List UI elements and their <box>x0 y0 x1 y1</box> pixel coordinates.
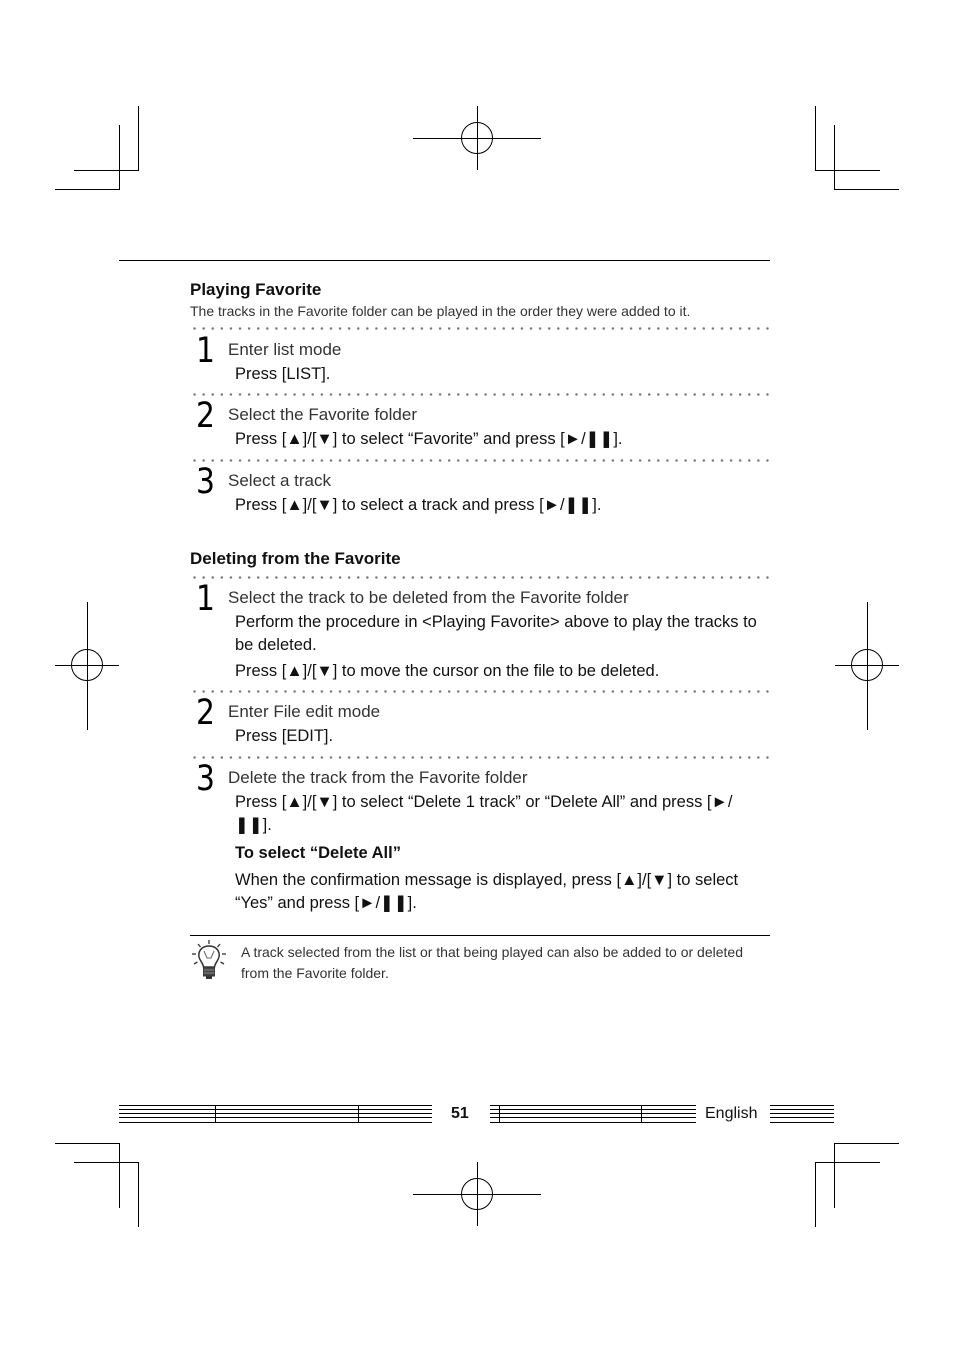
step-number: 3 <box>196 759 215 799</box>
step-instruction: Press [EDIT]. <box>235 727 334 745</box>
step-instruction: Press [▲]/[▼] to move the cursor on the file to be deleted. <box>235 662 660 680</box>
step-title: Select a track <box>228 471 331 490</box>
top-rule <box>119 260 770 261</box>
dotted-divider <box>190 459 770 462</box>
step-title: Select the track to be deleted from the Favorite folder <box>228 588 629 607</box>
step-number: 1 <box>196 579 215 619</box>
step-number: 2 <box>196 396 215 436</box>
step-instruction: When the confirmation message is displayed, press [▲]/[▼] to select “Yes” and press [►/❚❚]. <box>235 871 739 912</box>
step-instruction: Press [▲]/[▼] to select “Delete 1 track” or “Delete All” and press [►/❚❚]. <box>235 793 733 834</box>
step-instruction: Press [LIST]. <box>235 365 331 383</box>
step-title: Delete the track from the Favorite folder <box>228 768 528 787</box>
page-number: 51 <box>451 1105 469 1122</box>
section-title-playing-favorite: Playing Favorite <box>190 280 322 299</box>
step-title: Select the Favorite folder <box>228 405 417 424</box>
tip-note: A track selected from the list or that being played can also be added to or deleted from the Favorite folder. <box>241 944 743 981</box>
note-rule <box>190 935 770 936</box>
step-title: Enter File edit mode <box>228 702 381 721</box>
section-intro: The tracks in the Favorite folder can be played in the order they were added to it. <box>190 303 691 319</box>
section-title-deleting: Deleting from the Favorite <box>190 549 401 568</box>
step-number: 2 <box>196 693 215 733</box>
step-number: 1 <box>196 331 215 371</box>
step-instruction: Press [▲]/[▼] to select “Favorite” and press [►/❚❚]. <box>235 430 623 448</box>
dotted-divider <box>190 393 770 396</box>
step-instruction: Perform the procedure in <Playing Favorite> above to play the tracks to be deleted. <box>235 613 757 654</box>
step-instruction: Press [▲]/[▼] to select a track and press [►/❚❚]. <box>235 496 602 514</box>
dotted-divider <box>190 576 770 579</box>
subheading-delete-all: To select “Delete All” <box>235 844 401 862</box>
step-number: 3 <box>196 462 215 502</box>
dotted-divider <box>190 690 770 693</box>
step-title: Enter list mode <box>228 340 342 359</box>
dotted-divider <box>190 327 770 330</box>
dotted-divider <box>190 756 770 759</box>
lightbulb-icon <box>190 938 230 982</box>
language-label: English <box>705 1105 758 1122</box>
